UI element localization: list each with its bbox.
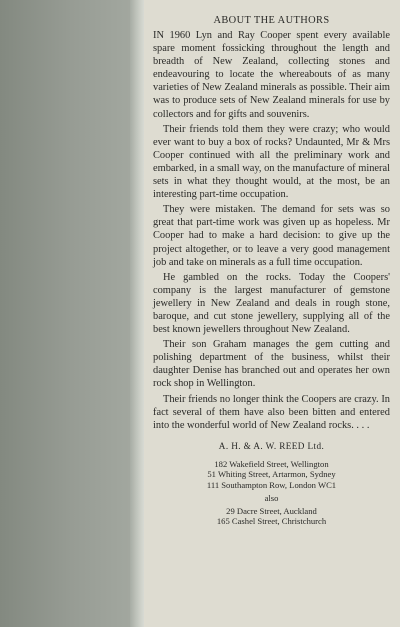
publisher-block [153, 440, 390, 527]
publisher-address: 182 Wakefield Street, Wellington [214, 458, 329, 469]
about-paragraph: IN 1960 Lyn and Ray Cooper spent every available spare moment fossicking throughout the length and breadth of New Zealand, collecting stones and endeavouring to locate the whereabouts of as many varieties of New Zealand minerals as possible. Their aim was to produce sets of New Zealand minerals for use by collectors and for gifts and souvenirs. [153, 30, 390, 120]
about-paragraph: They were mistaken. The demand for sets was so great that part-time work was given up as hopeless. Mr Cooper had to make a hard decision: to give up the project altogether, or to leave a very good management job and take on minerals as a full time occupation. [153, 204, 390, 268]
jacket-flap [144, 0, 400, 627]
publisher-address: 51 Whiting Street, Artarmon, Sydney [207, 469, 336, 480]
publisher-name: A. H. & A. W. REED Ltd. [218, 440, 325, 451]
publisher-address: 111 Southampton Row, London WC1 [206, 480, 337, 490]
publisher-address: 165 Cashel Street, Christchurch [216, 516, 327, 527]
back-cover-edge [0, 0, 130, 627]
about-paragraph: He gambled on the rocks. Today the Coopers' company is the largest manufacturer of gemstone jewellery in New Zealand and deals in rough stone, baroque, and cut stone jewellery, supplying all of the best known jewellers throughout New Zealand. [153, 271, 390, 336]
publisher-address: 29 Dacre Street, Auckland [226, 505, 317, 516]
about-paragraph: Their friends no longer think the Coopers are crazy. In fact several of them have also been bitten and entered into the wonderful world of New Zealand rocks. . . . [153, 393, 390, 431]
publisher-also: also [264, 492, 279, 503]
about-heading: ABOUT THE AUTHORS [213, 15, 330, 26]
jacket-fold [130, 0, 144, 627]
about-paragraph: Their friends told them they were crazy; who would ever want to buy a box of rocks? Undaunted, Mr & Mrs Cooper continued with all the preliminary work and embarked, in a small way, on the manufacture of mineral sets in what they thought would, at the most, be an interesting part-time occupation. [153, 123, 390, 201]
about-paragraph: Their son Graham manages the gem cutting and polishing department of the business, whilst their daughter Denise has branched out and operates her own rock shop in Wellington. [153, 339, 390, 390]
